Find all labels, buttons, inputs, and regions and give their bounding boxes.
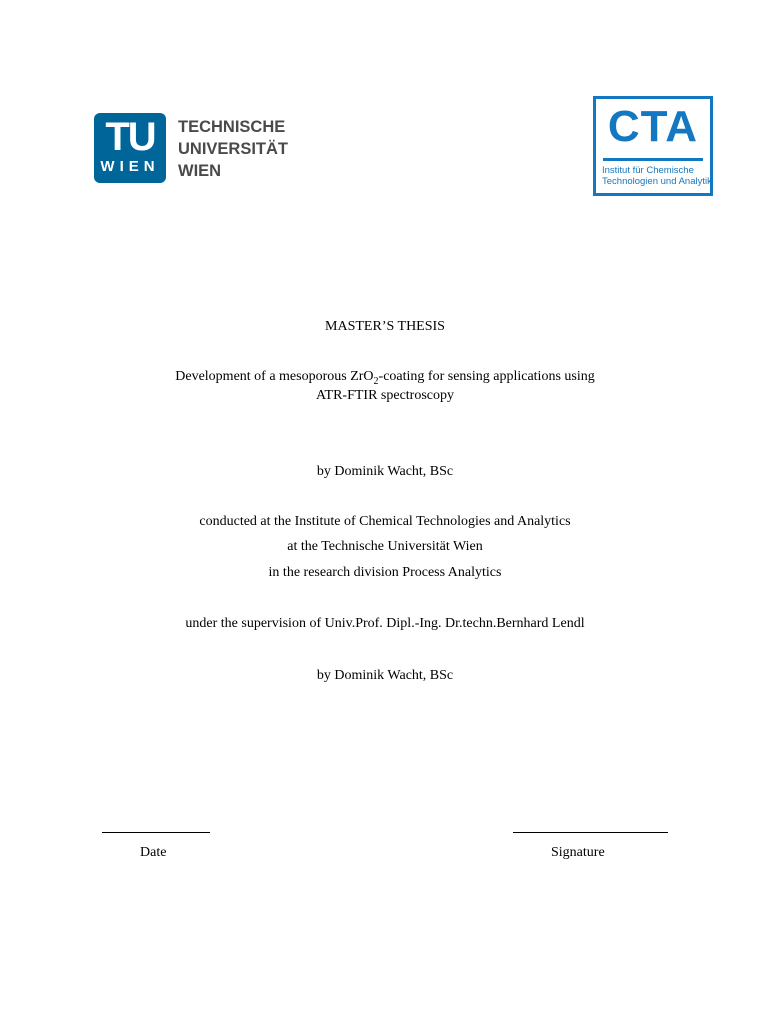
title-subscript: 2: [373, 375, 379, 387]
tu-logo-line-1: TECHNISCHE: [178, 118, 286, 136]
supervision-line: under the supervision of Univ.Prof. Dipl.-Ing. Dr.techn.Bernhard Lendl: [185, 616, 585, 631]
tu-logo-line-2: UNIVERSITÄT: [178, 140, 289, 158]
signature-line: [513, 832, 668, 833]
tu-logo-wordmark: [178, 116, 288, 182]
tu-logo-mark-top: TU: [105, 115, 155, 159]
date-line: [102, 832, 210, 833]
thesis-title-line-2: ATR-FTIR spectroscopy: [315, 388, 455, 403]
cta-logo-line-1: Institut für Chemische: [602, 165, 694, 176]
conducted-line-3: in the research division Process Analytics: [268, 565, 502, 580]
tu-logo-line-3: WIEN: [178, 162, 222, 180]
cta-institute-logo: [593, 96, 713, 196]
conducted-line-2: at the Technische Universität Wien: [287, 539, 483, 554]
conducted-line-1: conducted at the Institute of Chemical Technologies and Analytics: [199, 514, 571, 529]
cta-logo-rule: [603, 158, 703, 161]
thesis-title-line-1: [0, 369, 770, 387]
signature-label: Signature: [551, 845, 605, 860]
tu-wien-logo: [94, 113, 294, 183]
title-prefix: Development of a mesoporous ZrO: [175, 369, 374, 384]
title-suffix: -coating for sensing applications using: [378, 369, 595, 384]
author-line-2: by Dominik Wacht, BSc: [316, 668, 454, 683]
date-label: Date: [140, 845, 167, 860]
cta-logo-line-2: Technologien und Analytik: [602, 176, 712, 187]
author-line: by Dominik Wacht, BSc: [316, 464, 454, 479]
tu-wien-logo-mark: [94, 113, 166, 183]
cta-logo-subtitle: [602, 165, 712, 187]
cta-logo-mark: CTA: [607, 102, 699, 151]
thesis-type-heading: MASTER’S THESIS: [325, 319, 445, 334]
tu-logo-mark-bottom: WIEN: [100, 158, 160, 175]
